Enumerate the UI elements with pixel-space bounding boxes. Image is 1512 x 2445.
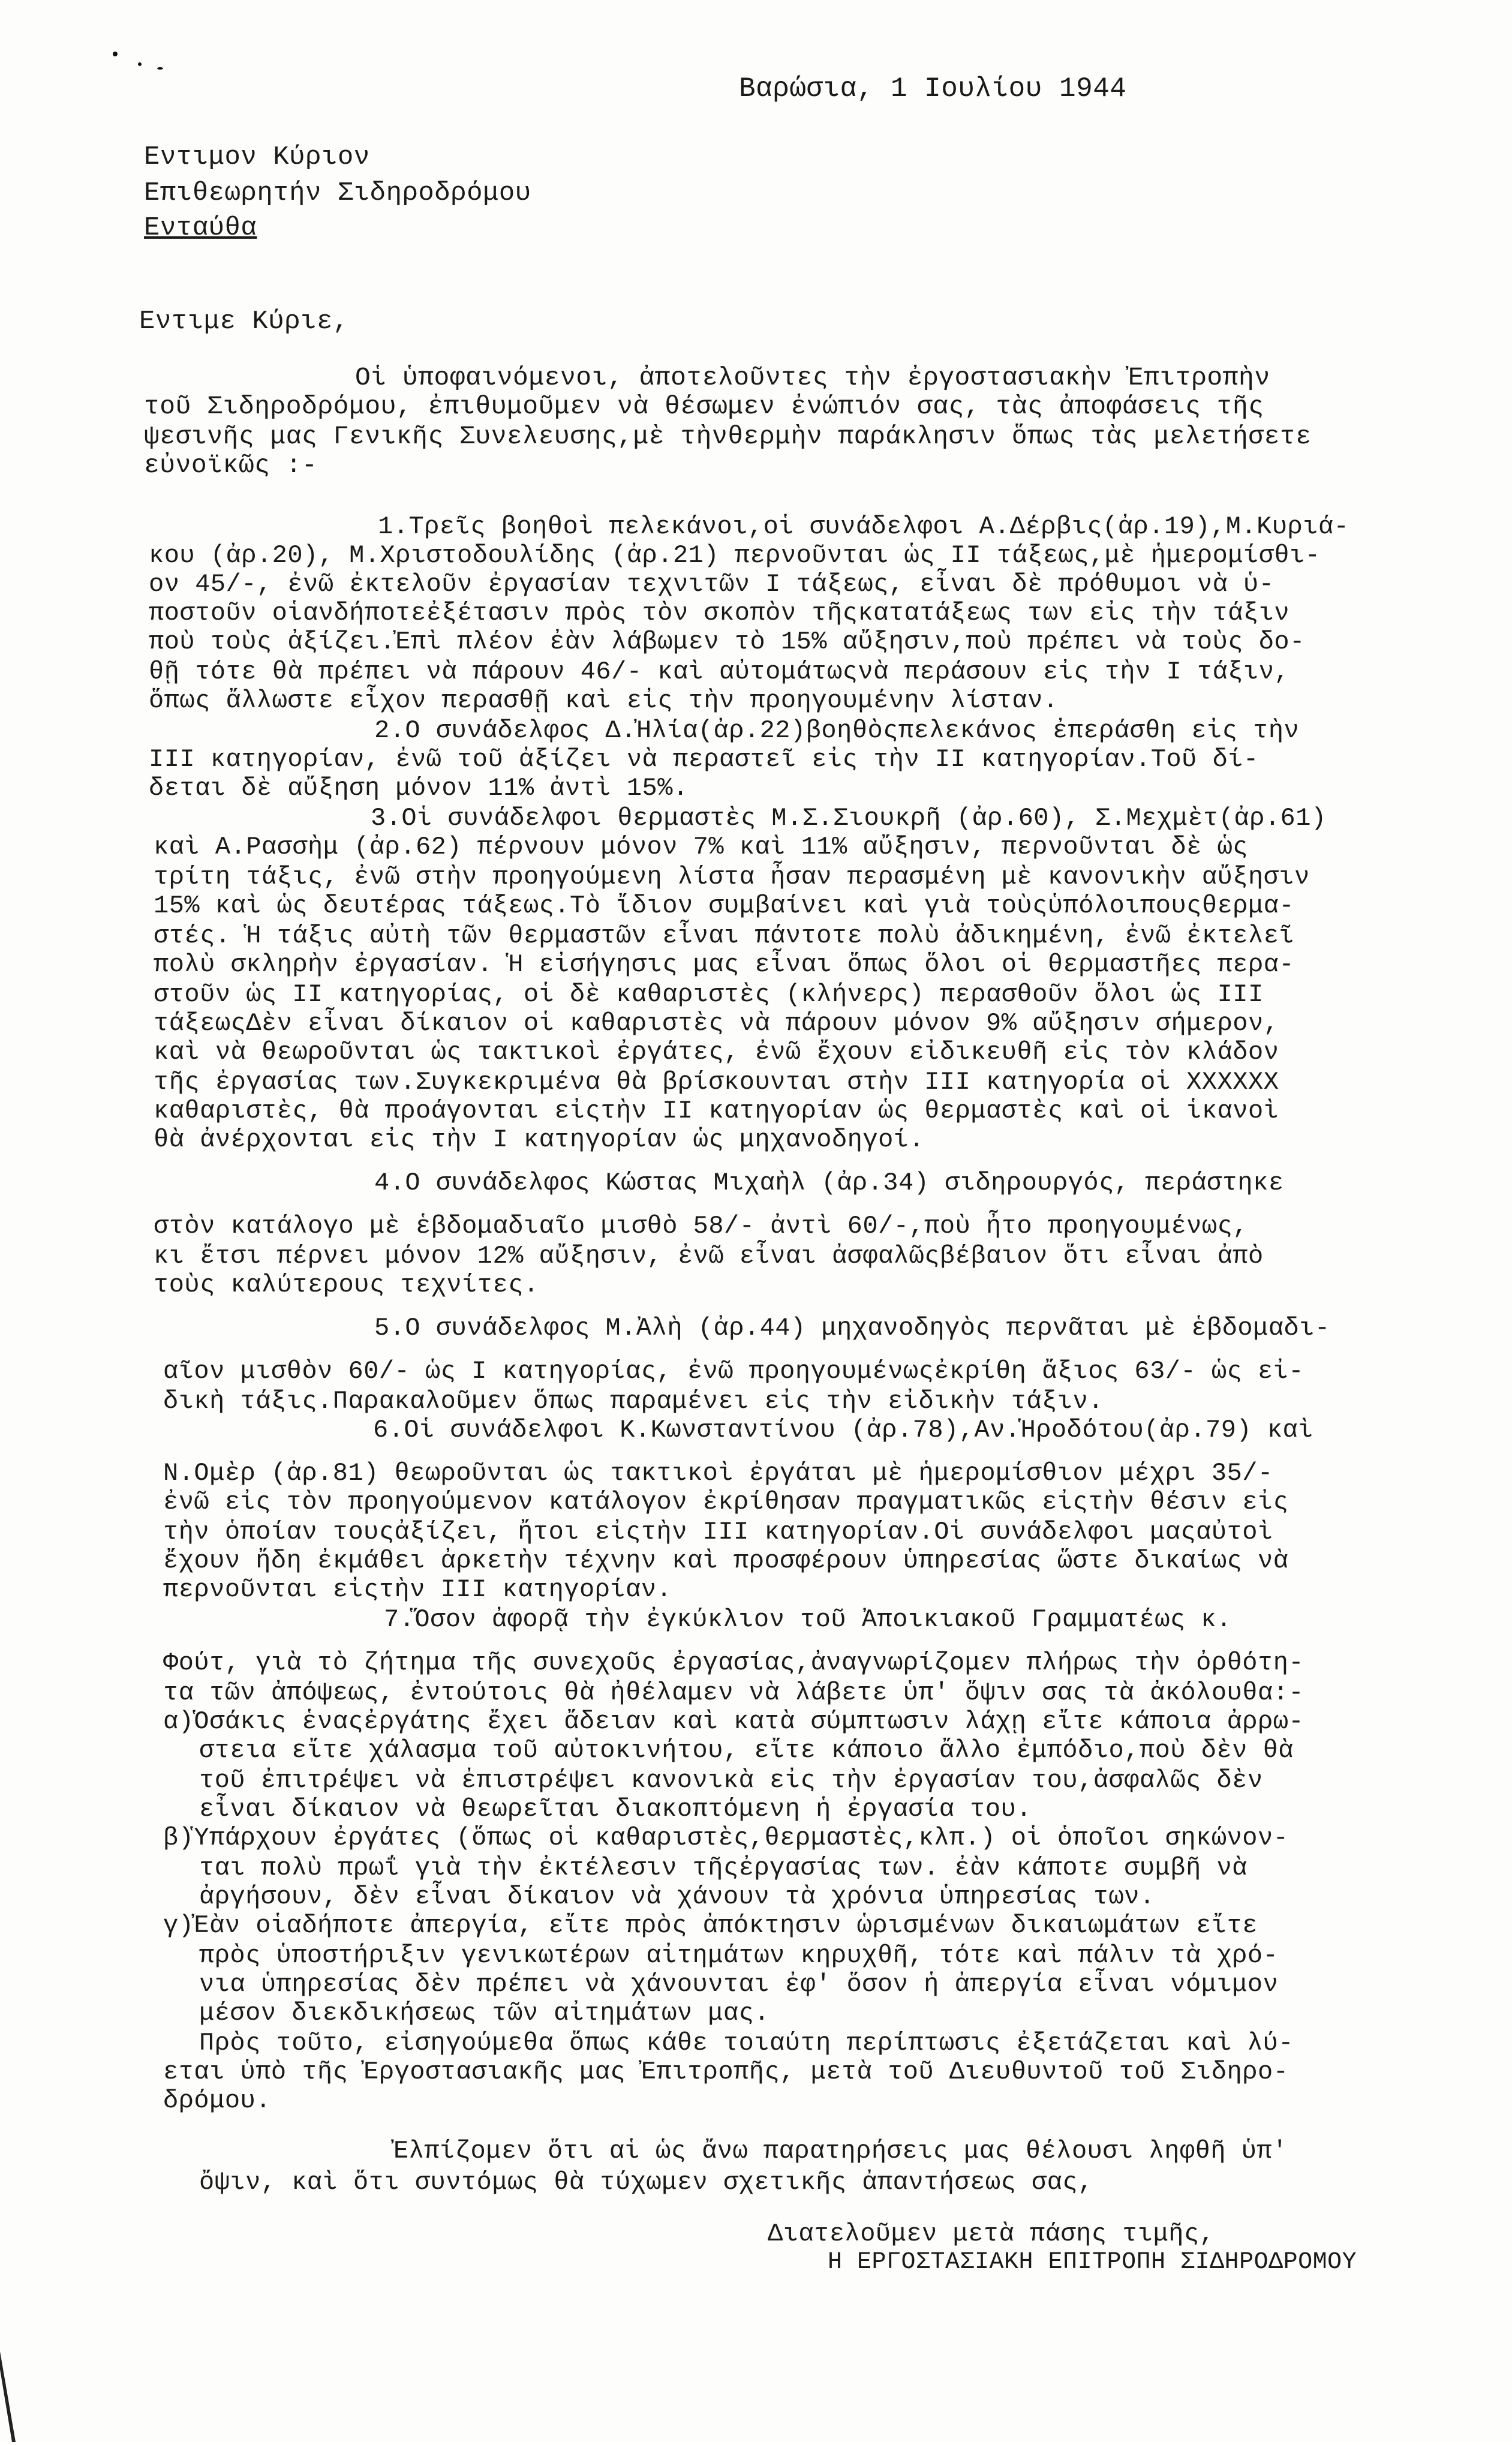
body-line: θὰ ἀνέρχονται εἰς τὴν Ι κατηγορίαν ὡς μηχανοδηγοί. xyxy=(154,1125,925,1154)
body-line: ἀργήσουν, δὲν εἶναι δίκαιον νὰ χάνουν τὰ χρόνια ὑπηρεσίας των. xyxy=(199,1882,1155,1911)
body-line: ἐνῶ εἰς τὸν προηγούμενον κατάλογον ἐκρίθησαν πραγματικῶς εἰςτὴν θέσιν εἰς xyxy=(163,1488,1289,1516)
body-line: ον 45/-, ἐνῶ ἐκτελοῦν ἐργασίαν τεχνιτῶν Ι τάξεως, εἶναι δὲ πρόθυμοι νὰ ὑ- xyxy=(149,570,1274,599)
body-line: στές. Ἡ τάξις αὐτὴ τῶν θερμαστῶν εἶναι πάντοτε πολὺ ἀδικημένη, ἐνῶ ἐκτελεῖ xyxy=(154,921,1295,950)
body-line: Πρὸς τοῦτο, εἰσηγούμεθα ὅπως κάθε τοιαύτη περίπτωσις ἐξετάζεται καὶ λύ- xyxy=(199,2029,1294,2057)
body-line: 7.Ὅσον ἀφορᾷ τὴν ἐγκύκλιον τοῦ Ἀποικιακοῦ Γραμματέως κ. xyxy=(384,1605,1232,1634)
body-line: ποὺ τοὺς ἀξίζει.Ἐπὶ πλέον ἐὰν λάβωμεν τὸ 15% αὔξησιν,ποὺ πρέπει νὰ τοὺς δο- xyxy=(149,627,1305,656)
recipient-name: Εντιμον Κύριον xyxy=(144,142,370,172)
body-line: τα τῶν ἀπόψεως, ἐντούτοις θὰ ἠθέλαμεν νὰ λάβετε ὑπ' ὄψιν σας τὰ ἀκόλουθα:- xyxy=(163,1678,1304,1707)
body-line: Οἱ ὑποφαινόμενοι, ἀποτελοῦντες τὴν ἐργοστασιακὴν Ἐπιτροπὴν xyxy=(355,363,1270,392)
body-line: δικὴ τάξις.Παρακαλοῦμεν ὅπως παραμένει εἰς τὴν εἰδικὴν τάξιν. xyxy=(163,1387,1104,1416)
body-line: κου (ἀρ.20), Μ.Χριστοδουλίδης (ἀρ.21) περνοῦνται ὡς ΙΙ τάξεως,μὲ ἡμερομίσθι- xyxy=(149,541,1321,570)
body-line: 4.Ο συνάδελφος Κώστας Μιχαὴλ (ἀρ.34) σιδηρουργός, περάστηκε xyxy=(374,1169,1284,1197)
body-line: μέσον διεκδικήσεως τῶν αἰτημάτων μας. xyxy=(199,1999,770,2028)
body-line: στὸν κατάλογο μὲ ἑβδομαδιαῖο μισθὸ 58/- ἀντὶ 60/-,ποὺ ἦτο προηγουμένως, xyxy=(154,1212,1248,1240)
body-line: 2.Ο συνάδελφος Δ.Ἠλία(ἀρ.22)βοηθὸςπελεκάνος ἐπεράσθη εἰς τὴν xyxy=(374,716,1300,745)
body-line: ΙΙΙ κατηγορίαν, ἐνῶ τοῦ ἀξίζει νὰ περαστεῖ εἰς τὴν ΙΙ κατηγορίαν.Τοῦ δί- xyxy=(149,745,1259,774)
body-line: τὴν ὁποίαν τουςἀξίζει, ἤτοι εἰςτὴν ΙΙΙ κατηγορίαν.Οἱ συνάδελφοι μαςαὐτοὶ xyxy=(163,1518,1273,1546)
body-line: καὶ Α.Ρασσὴμ (ἀρ.62) πέρνουν μόνον 7% καὶ 11% αὔξησιν, περνοῦνται δὲ ὡς xyxy=(154,833,1248,861)
scan-edge-mark xyxy=(0,2351,20,2442)
body-line: πολὺ σκληρὴν ἐργασίαν. Ἡ εἰσήγησις μας εἶναι ὅπως ὅλοι οἱ θερμαστῆες περα- xyxy=(154,950,1295,979)
body-line: ὅπως ἄλλωστε εἶχον περασθῇ καὶ εἰς τὴν προηγουμένην λίσταν. xyxy=(149,686,1059,715)
recipient-title: Επιθεωρητήν Σιδηροδρόμου xyxy=(144,178,531,208)
body-line: θῇ τότε θὰ πρέπει νὰ πάρουν 46/- καὶ αὐτομάτωςνὰ περάσουν εἰς τὴν Ι τάξιν, xyxy=(149,657,1290,686)
scan-speck xyxy=(157,67,163,70)
signature-committee: Η ΕΡΓΟΣΤΑΣΙΑΚΗ ΕΠΙΤΡΟΠΗ ΣΙΔΗΡΟΔΡΟΜΟΥ xyxy=(828,2249,1357,2276)
body-line: καθαριστὲς, θὰ προάγονται εἰςτὴν ΙΙ κατηγορίαν ὡς θερμαστὲς καὶ οἱ ἱκανοὶ xyxy=(154,1097,1279,1125)
date-line: Βαρώσια, 1 Ιουλίου 1944 xyxy=(739,73,1127,104)
body-line: 3.Οἱ συνάδελφοι θερμαστὲς Μ.Σ.Σιουκρῆ (ἀρ.60), Σ.Μεχμὲτ(ἀρ.61) xyxy=(371,804,1327,833)
body-line: γ)Ἐὰν οἱαδήποτε ἀπεργία, εἴτε πρὸς ἀπόκτησιν ὡρισμένων δικαιωμάτων εἴτε xyxy=(163,1911,1258,1940)
salutation: Εντιμε Κύριε, xyxy=(139,307,349,337)
body-line: στεια εἴτε χάλασμα τοῦ αὐτοκινήτου, εἴτε κάποιο ἄλλο ἐμπόδιο,ποὺ δὲν θὰ xyxy=(199,1736,1294,1765)
body-line: 5.Ο συνάδελφος Μ.Ἀλὴ (ἀρ.44) μηχανοδηγὸς περνᾶται μὲ ἑβδομαδι- xyxy=(374,1314,1330,1342)
body-line: πρὸς ὑποστήριξιν γενικωτέρων αἰτημάτων κηρυχθῆ, τότε καὶ πάλιν τὰ χρό- xyxy=(199,1941,1279,1970)
body-line: Ἐλπίζομεν ὅτι αἱ ὡς ἄνω παρατηρήσεις μας θέλουσι ληφθῆ ὑπ' xyxy=(393,2137,1288,2165)
scan-speck xyxy=(113,52,118,56)
body-line: αῖον μισθὸν 60/- ὡς Ι κατηγορίας, ἐνῶ προηγουμένωςἐκρίθη ἄξιος 63/- ὡς εἰ- xyxy=(163,1357,1304,1386)
body-line: α)Ὁσάκις ἑναςἐργάτης ἔχει ἄδειαν καὶ κατὰ σύμπτωσιν λάχῃ εἴτε κάποια ἀρρω- xyxy=(163,1707,1304,1736)
body-line: καὶ νὰ θεωροῦνται ὡς τακτικοὶ ἐργάτες, ἐνῶ ἔχουν εἰδικευθῆ εἰς τὸν κλάδον xyxy=(154,1038,1279,1067)
body-line: νια ὑπηρεσίας δὲν πρέπει νὰ χάνουνται ἐφ' ὅσον ἡ ἀπεργία εἶναι νόμιμον xyxy=(199,1970,1279,1999)
body-line: β)Ὑπάρχουν ἐργάτες (ὅπως οἱ καθαριστὲς,θερμαστὲς,κλπ.) οἱ ὁποῖοι σηκώνον- xyxy=(163,1824,1289,1852)
closing-courtesy: Διατελοῦμεν μετὰ πάσης τιμῆς, xyxy=(768,2219,1215,2248)
body-line: τοὺς καλύτερους τεχνίτες. xyxy=(154,1270,539,1299)
body-line: ψεσινῆς μας Γενικῆς Συνελευσης,μὲ τὴνθερμὴν παράκλησιν ὅπως τὰς μελετήσετε xyxy=(144,422,1312,451)
body-line: τρίτη τάξις, ἐνῶ στὴν προηγούμενη λίστα ἦσαν περασμένη μὲ κανονικὴν αὔξησιν xyxy=(154,863,1310,891)
body-line: 1.Τρεῖς βοηθοὶ πελεκάνοι,οἱ συνάδελφοι Α.Δέρβις(ἀρ.19),Μ.Κυριά- xyxy=(378,512,1349,541)
body-line: κι ἔτσι πέρνει μόνον 12% αὔξησιν, ἐνῶ εἶναι ἀσφαλῶςβέβαιον ὅτι εἶναι ἀπὸ xyxy=(154,1242,1264,1270)
body-line: τοῦ Σιδηροδρόμου, ἐπιθυμοῦμεν νὰ θέσωμεν ἐνώπιόν σας, τὰς ἀποφάσεις τῆς xyxy=(144,392,1264,421)
body-line: περνοῦνται εἰςτὴν ΙΙΙ κατηγορίαν. xyxy=(163,1575,672,1604)
body-line: στοῦν ὡς ΙΙ κατηγορίας, οἱ δὲ καθαριστὲς (κλήνερς) περασθοῦν ὅλοι ὡς ΙΙΙ xyxy=(154,980,1264,1009)
body-line: 6.Οἱ συνάδελφοι Κ.Κωνσταντίνου (ἀρ.78),Αν.Ἡροδότου(ἀρ.79) καὶ xyxy=(373,1416,1313,1444)
body-line: εὐνοϊκῶς :- xyxy=(144,450,318,480)
scan-speck xyxy=(138,62,142,66)
body-line: ὄψιν, καὶ ὅτι συντόμως θὰ τύχωμεν σχετικῆς ἀπαντήσεως σας, xyxy=(199,2168,1093,2197)
body-line: ἔχουν ἤδη ἐκμάθει ἀρκετὴν τέχνην καὶ προσφέρουν ὑπηρεσίας ὥστε δικαίως νὰ xyxy=(163,1546,1289,1575)
body-line: 15% καὶ ὡς δευτέρας τάξεως.Τὸ ἴδιον συμβαίνει καὶ γιὰ τοὺςὑπόλοιπουςθερμα- xyxy=(154,891,1295,920)
body-line: Φούτ, γιὰ τὸ ζήτημα τῆς συνεχοῦς ἐργασίας,ἀναγνωρίζομεν πλήρως τὴν ὀρθότη- xyxy=(163,1648,1304,1677)
body-line: Ν.Ομὲρ (ἀρ.81) θεωροῦνται ὡς τακτικοὶ ἐργάται μὲ ἡμερομίσθιον μέχρι 35/- xyxy=(163,1459,1273,1488)
body-line: τοῦ ἐπιτρέψει νὰ ἐπιστρέψει κανονικὰ εἰς τὴν ἐργασίαν του,ἀσφαλῶς δὲν xyxy=(199,1766,1263,1795)
body-line: δεται δὲ αὔξηση μόνον 11% ἀντὶ 15%. xyxy=(149,774,689,803)
body-line: δρόμου. xyxy=(163,2086,271,2115)
body-line: εται ὑπὸ τῆς Ἐργοστασιακῆς μας Ἐπιτροπῆς, μετὰ τοῦ Διευθυντοῦ τοῦ Σιδηρο- xyxy=(163,2057,1289,2086)
recipient-location: Ενταύθα xyxy=(144,213,257,243)
body-line: ται πολὺ πρωΐ γιὰ τὴν ἐκτέλεσιν τῆςἐργασίας των. ἐὰν κάποτε συμβῆ νὰ xyxy=(199,1854,1248,1882)
body-line: τῆς ἐργασίας των.Συγκεκριμένα θὰ βρίσκουνται στὴν ΙΙΙ κατηγορία οἱ ΧΧΧΧΧΧ xyxy=(154,1068,1279,1097)
body-line: ποστοῦν οἱανδήποτεἐξέτασιν πρὸς τὸν σκοπὸν τῆςκατατάξεως των εἰς τὴν τάξιν xyxy=(149,599,1290,627)
body-line: τάξεωςΔὲν εἶναι δίκαιον οἱ καθαριστὲς νὰ πάρουν μόνον 9% αὔξησιν σήμερον, xyxy=(154,1009,1279,1038)
body-line: εἶναι δίκαιον νὰ θεωρεῖται διακοπτόμενη ἡ ἐργασία του. xyxy=(199,1795,1032,1824)
